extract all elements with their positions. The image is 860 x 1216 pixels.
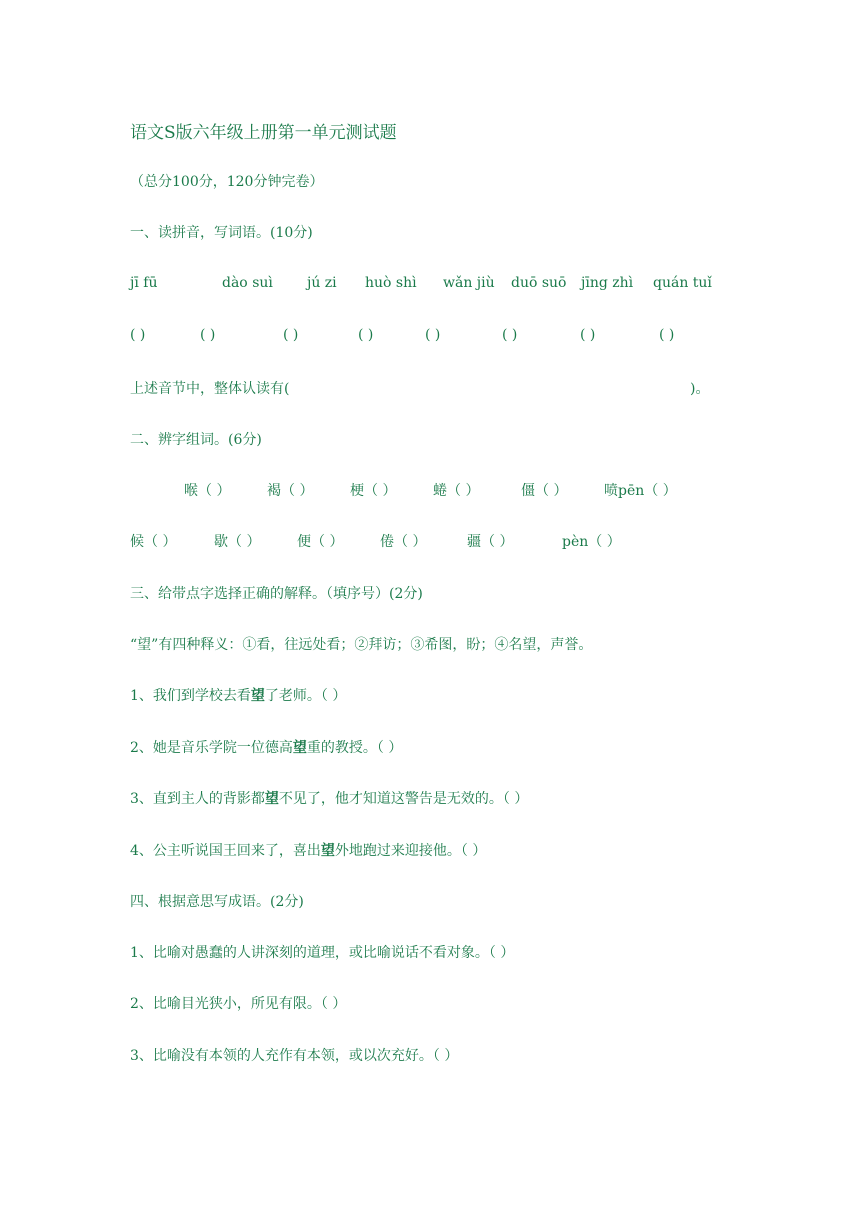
question-text: 3、直到主人的背影都 xyxy=(130,791,265,807)
idiom-question: 2、比喻目光狭小，所见有限。（ ） xyxy=(130,996,347,1012)
question-text: 不见了，他才知道这警告是无效的。（ ） xyxy=(278,791,529,807)
dotted-char: 望 xyxy=(292,740,307,756)
pinyin-item: huò shì xyxy=(365,275,417,291)
dotted-char: 望 xyxy=(250,688,265,704)
question-text: 2、她是音乐学院一位德高 xyxy=(130,740,293,756)
pinyin-item: jīng zhì xyxy=(581,275,634,291)
section-1-heading: 一、读拼音，写词语。(10分) xyxy=(130,225,313,241)
idiom-question: 3、比喻没有本领的人充作有本领，或以次充好。（ ） xyxy=(130,1048,459,1064)
pinyin-item: dào suì xyxy=(222,275,273,291)
syllable-note-end: )。 xyxy=(690,381,710,397)
page-title: 语文S版六年级上册第一单元测试题 xyxy=(130,123,397,143)
char-item[interactable]: 疆（ ） xyxy=(467,534,514,550)
question-item xyxy=(130,788,528,808)
pinyin-item: jú zi xyxy=(307,275,337,291)
answer-blank[interactable]: ( ) xyxy=(283,327,299,343)
syllable-note: 上述音节中，整体认读有( xyxy=(130,381,290,397)
section-3-heading: 三、给带点字选择正确的解释。（填序号）(2分) xyxy=(130,586,423,602)
char-item[interactable]: 候（ ） xyxy=(130,534,177,550)
pinyin-item: quán tuǐ xyxy=(653,275,712,291)
section-4-heading: 四、根据意思写成语。(2分) xyxy=(130,894,304,910)
question-text: 了老师。（ ） xyxy=(264,688,347,704)
answer-blank[interactable]: ( ) xyxy=(425,327,441,343)
dotted-char: 望 xyxy=(264,791,279,807)
char-item[interactable]: pèn（ ） xyxy=(562,534,621,550)
answer-blank[interactable]: ( ) xyxy=(358,327,374,343)
question-item xyxy=(130,840,486,860)
char-item[interactable]: 梗（ ） xyxy=(350,483,397,499)
pinyin-item: duō suō xyxy=(511,275,567,291)
answer-blank[interactable]: ( ) xyxy=(502,327,518,343)
char-item[interactable]: 蜷（ ） xyxy=(433,483,480,499)
char-item[interactable]: 喉（ ） xyxy=(184,483,231,499)
question-text: 4、公主听说国王回来了，喜出 xyxy=(130,843,321,859)
char-item[interactable]: 喷pēn（ ） xyxy=(604,483,677,499)
question-item xyxy=(130,737,402,757)
char-item[interactable]: 歇（ ） xyxy=(214,534,261,550)
question-item xyxy=(130,685,346,705)
page-subtitle: （总分100分，120分钟完卷） xyxy=(130,174,324,190)
char-item[interactable]: 便（ ） xyxy=(297,534,344,550)
pinyin-item: jī fū xyxy=(130,275,158,291)
answer-blank[interactable]: ( ) xyxy=(130,327,146,343)
definition-text: “望”有四种释义：①看，往远处看；②拜访；③希图，盼；④名望，声誉。 xyxy=(130,637,593,653)
char-item[interactable]: 倦（ ） xyxy=(380,534,427,550)
answer-blank[interactable]: ( ) xyxy=(200,327,216,343)
question-text: 外地跑过来迎接他。（ ） xyxy=(334,843,487,859)
section-2-heading: 二、辨字组词。(6分) xyxy=(130,432,262,448)
question-text: 重的教授。（ ） xyxy=(306,740,403,756)
char-item[interactable]: 褐（ ） xyxy=(267,483,314,499)
question-text: 1、我们到学校去看 xyxy=(130,688,251,704)
pinyin-item: wǎn jiù xyxy=(443,275,495,291)
char-item[interactable]: 僵（ ） xyxy=(521,483,568,499)
idiom-question: 1、比喻对愚蠢的人讲深刻的道理，或比喻说话不看对象。（ ） xyxy=(130,945,515,961)
answer-blank[interactable]: ( ) xyxy=(580,327,596,343)
answer-blank[interactable]: ( ) xyxy=(659,327,675,343)
dotted-char: 望 xyxy=(320,843,335,859)
